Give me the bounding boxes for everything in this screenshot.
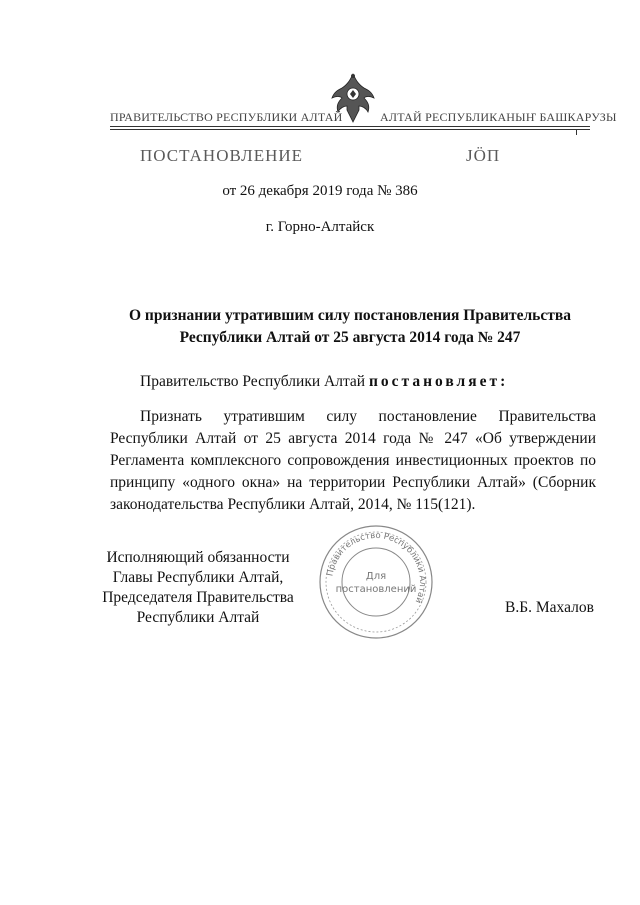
preamble-subject: Правительство Республики Алтай (140, 373, 366, 390)
title-line-2: Республики Алтай от 25 августа 2014 года № 247 (179, 329, 521, 346)
stamp-center-line-1: Для (365, 571, 387, 582)
stamp-center-line-2: постановлений (335, 584, 417, 595)
document-date: от 26 декабря 2019 года № 386 (222, 183, 418, 199)
position-line: Республики Алтай (136, 609, 260, 626)
header-rule-bottom (110, 129, 590, 130)
position-line: Председателя Правительства (102, 589, 294, 606)
header-rule-top (110, 126, 590, 127)
position-line: Исполняющий обязанности (106, 549, 290, 566)
title-line-1: О признании утратившим силу постановления Правительства (128, 307, 571, 324)
preamble (110, 371, 596, 393)
header-rule-tick (576, 130, 577, 135)
signatory-name: В.Б. Махалов (505, 599, 594, 616)
header-right: АЛТАЙ РЕСПУБЛИКАНЫҤ БАШКАРУЗЫ (380, 110, 617, 124)
header-left: ПРАВИТЕЛЬСТВО РЕСПУБЛИКИ АЛТАЙ (110, 110, 343, 124)
doc-type-altai: JÖП (466, 146, 501, 165)
document-city: г. Горно-Алтайск (265, 219, 375, 235)
doc-type-russian: ПОСТАНОВЛЕНИЕ (140, 146, 304, 165)
preamble-verb: постановляет: (368, 373, 509, 390)
document-title (110, 305, 590, 349)
decree-body: Признать утратившим силу постановление Правительства Республики Алтай от 25 августа 2014 года № 247 «Об утверждении Регламента комплексного сопровождения инвестиционных проектов по принципу «одного окна» на территории Республики Алтай» (Сборник законодательства Республики Алтай, 2014, № 115(121). (110, 408, 596, 513)
signatory-position (100, 548, 296, 628)
official-stamp (316, 522, 436, 642)
position-line: Главы Республики Алтай, (112, 569, 284, 586)
stamp-ring-text: Правительство Республики Алтай (325, 530, 428, 605)
